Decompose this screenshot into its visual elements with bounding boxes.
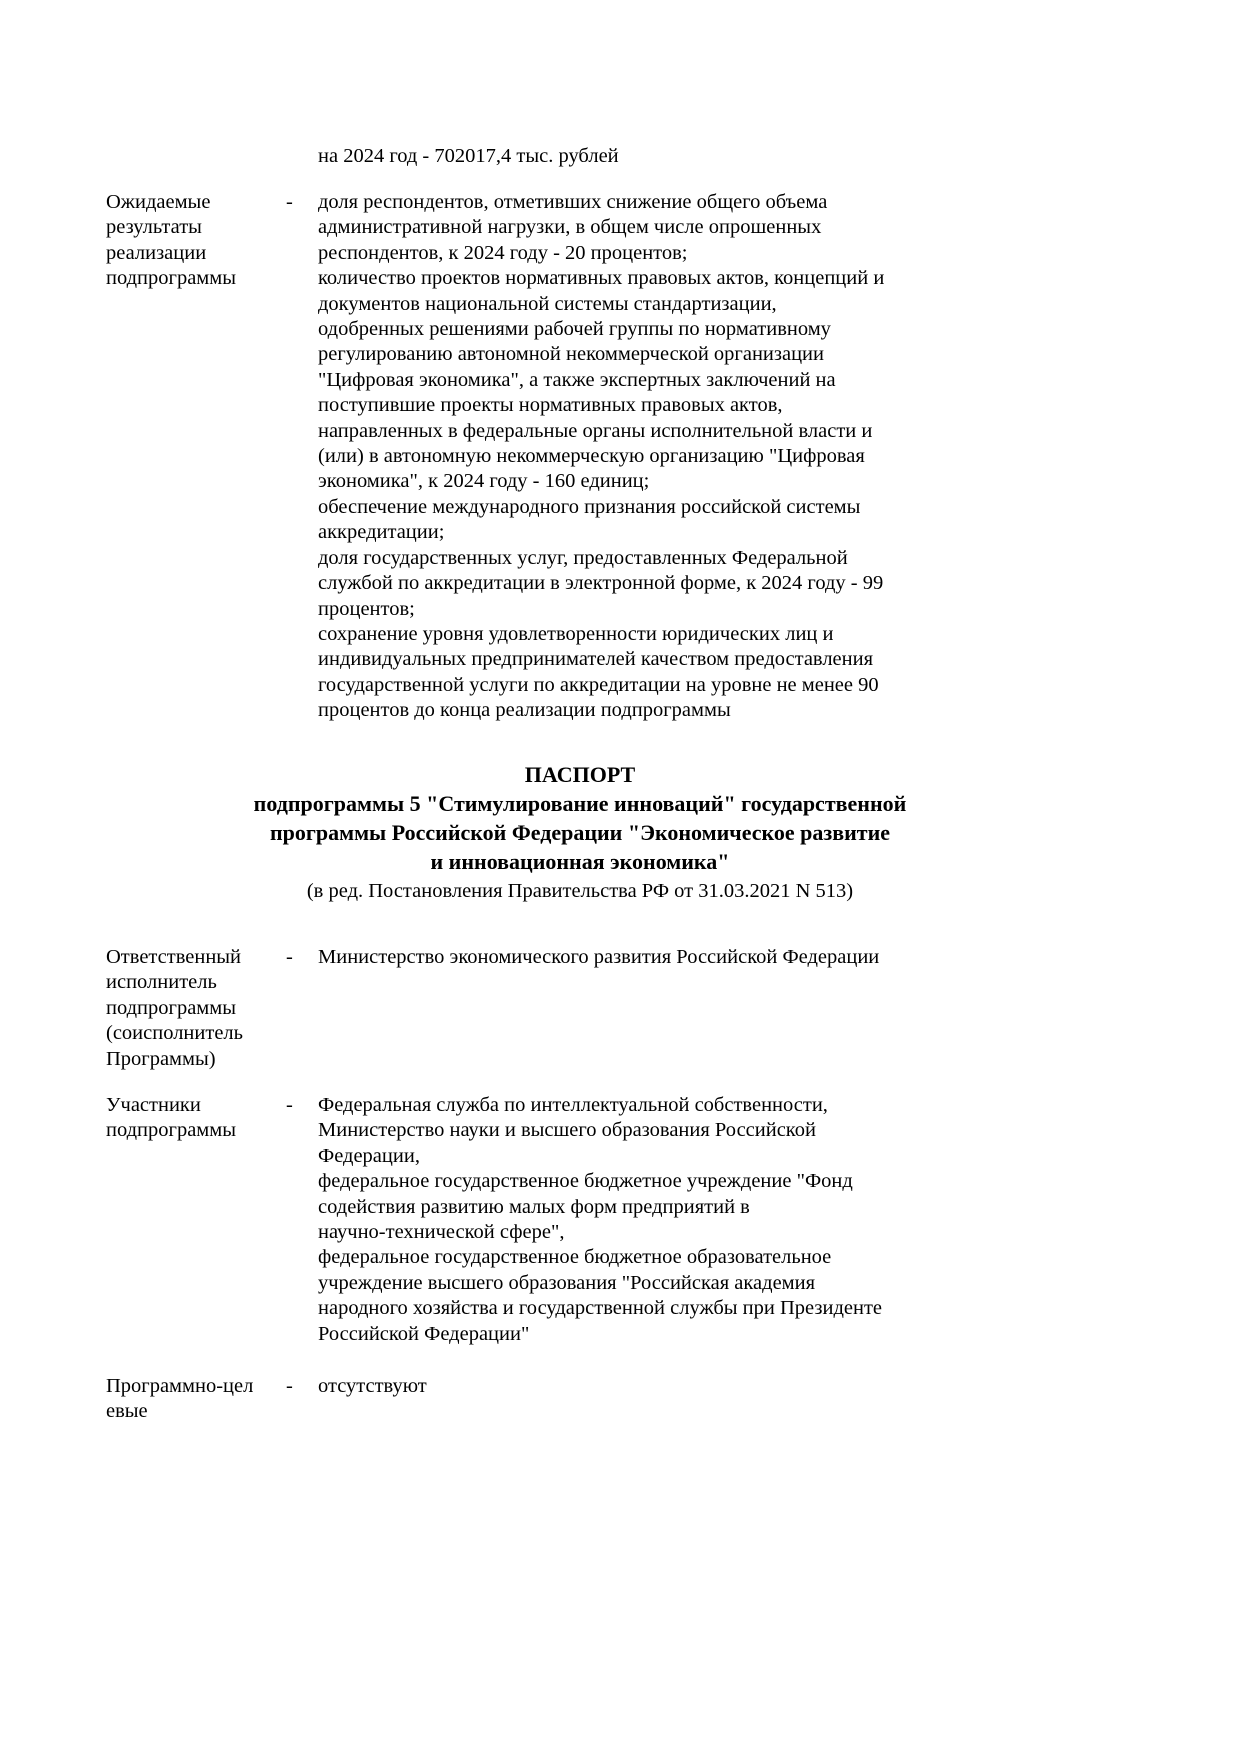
text-line: (соисполнитель bbox=[106, 1022, 244, 1045]
text-line: сохранение уровня удовлетворенности юридических лиц и bbox=[318, 622, 834, 645]
row-dash: - bbox=[286, 1094, 293, 1116]
text-line: доля государственных услуг, предоставленных Федеральной bbox=[318, 546, 848, 569]
text-line: одобренных решениями рабочей группы по нормативному bbox=[318, 318, 831, 341]
text-line: аккредитации; bbox=[318, 521, 445, 544]
row-participants-label bbox=[106, 1093, 276, 1144]
text-line: регулированию автономной некоммерческой организации bbox=[318, 343, 824, 366]
text-line: исполнитель bbox=[106, 971, 217, 994]
text-line: процентов; bbox=[318, 597, 415, 620]
text-line: направленных в федеральные органы исполнительной власти и bbox=[318, 419, 873, 442]
passport-subtitle-2: программы Российской Федерации "Экономическое развитие bbox=[269, 820, 891, 845]
passport-subtitle-3: и инновационная экономика" bbox=[430, 849, 730, 874]
text-line: Участники bbox=[106, 1094, 201, 1116]
text-line: Федерации, bbox=[318, 1144, 420, 1167]
row-responsible-label bbox=[106, 945, 276, 1072]
text-line: подпрограммы bbox=[106, 267, 237, 290]
text-line: количество проектов нормативных правовых актов, концепций и bbox=[318, 267, 885, 290]
text-line: содействия развитию малых форм предприятий в bbox=[318, 1195, 750, 1218]
text-line: процентов до конца реализации подпрограммы bbox=[318, 699, 731, 722]
text-line: службой по аккредитации в электронной форме, к 2024 году - 99 bbox=[318, 572, 884, 595]
passport-title: ПАСПОРТ bbox=[524, 762, 636, 787]
text-line: документов национальной системы стандартизации, bbox=[318, 292, 777, 315]
row-dash: - bbox=[286, 946, 293, 968]
text-line: отсутствуют bbox=[318, 1375, 427, 1397]
text-line: результаты bbox=[106, 216, 202, 239]
funding-2024-line: на 2024 год - 702017,4 тыс. рублей bbox=[318, 145, 619, 167]
text-line: "Цифровая экономика", а также экспертных заключений на bbox=[318, 368, 836, 391]
text-line: Ожидаемые bbox=[106, 191, 211, 213]
text-line: Ответственный bbox=[106, 946, 242, 968]
text-line: административной нагрузки, в общем числе опрошенных bbox=[318, 216, 822, 239]
text-line: индивидуальных предпринимателей качеством предоставления bbox=[318, 648, 874, 671]
text-line: (или) в автономную некоммерческую организацию "Цифровая bbox=[318, 445, 865, 468]
text-line: подпрограммы bbox=[106, 1119, 237, 1142]
text-line: поступившие проекты нормативных правовых актов, bbox=[318, 394, 783, 417]
text-line: обеспечение международного признания российской системы bbox=[318, 495, 861, 518]
row-expected-results-label bbox=[106, 190, 276, 292]
row-expected-results-content bbox=[318, 190, 958, 724]
row-participants-content bbox=[318, 1093, 958, 1347]
passport-heading bbox=[0, 760, 1160, 905]
text-line: респондентов, к 2024 году - 20 процентов; bbox=[318, 241, 688, 264]
text-line: экономика", к 2024 году - 160 единиц; bbox=[318, 470, 650, 493]
text-line: Министерство экономического развития Российской Федерации bbox=[318, 946, 880, 968]
row-program-tools-content bbox=[318, 1374, 958, 1399]
text-line: государственной услуги по аккредитации на уровне не менее 90 bbox=[318, 673, 879, 696]
row-responsible-content bbox=[318, 945, 958, 970]
text-line: федеральное государственное бюджетное образовательное bbox=[318, 1246, 832, 1269]
row-program-tools-label bbox=[106, 1374, 276, 1425]
text-line: научно-технической сфере", bbox=[318, 1221, 565, 1244]
text-line: реализации bbox=[106, 241, 207, 264]
text-line: доля респондентов, отметивших снижение общего объема bbox=[318, 191, 828, 213]
text-line: Федеральная служба по интеллектуальной собственности, bbox=[318, 1094, 828, 1116]
text-line: евые bbox=[106, 1400, 148, 1423]
text-line: учреждение высшего образования "Российская академия bbox=[318, 1271, 816, 1294]
row-dash: - bbox=[286, 191, 293, 213]
text-line: Программно-цел bbox=[106, 1375, 254, 1397]
row-dash: - bbox=[286, 1375, 293, 1397]
text-line: подпрограммы bbox=[106, 996, 237, 1019]
passport-subtitle-1: подпрограммы 5 "Стимулирование инноваций" государственной bbox=[253, 791, 907, 816]
text-line: Российской Федерации" bbox=[318, 1322, 530, 1345]
amendment-note: (в ред. Постановления Правительства РФ от 31.03.2021 N 513) bbox=[306, 880, 854, 902]
text-line: народного хозяйства и государственной службы при Президенте bbox=[318, 1297, 883, 1320]
text-line: Программы) bbox=[106, 1047, 216, 1070]
text-line: федеральное государственное бюджетное учреждение "Фонд bbox=[318, 1170, 853, 1193]
text-line: Министерство науки и высшего образования Российской bbox=[318, 1119, 816, 1142]
